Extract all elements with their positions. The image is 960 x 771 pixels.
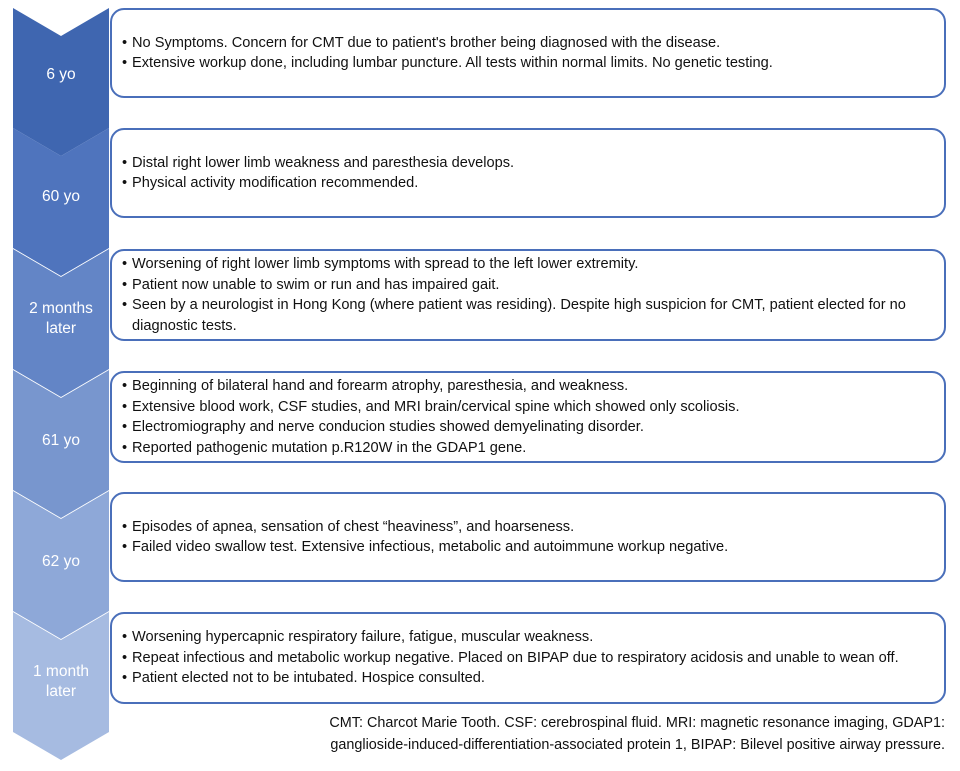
event-item-text: Physical activity modification recommended. bbox=[132, 175, 419, 191]
event-box bbox=[110, 249, 946, 341]
event-item-text: Patient elected not to be intubated. Hospice consulted. bbox=[132, 670, 485, 687]
timeline-label bbox=[13, 187, 109, 207]
bullet-marker: • bbox=[122, 649, 128, 666]
event-item bbox=[122, 295, 934, 336]
event-box bbox=[110, 492, 946, 582]
timeline-label bbox=[13, 299, 109, 339]
event-item bbox=[122, 537, 934, 558]
timeline-label-line: later bbox=[45, 683, 77, 700]
timeline-label-line: 6 yo bbox=[46, 66, 76, 83]
event-item bbox=[122, 254, 934, 275]
event-item-text: Failed video swallow test. Extensive infectious, metabolic and autoimmune workup negative. bbox=[132, 539, 729, 555]
event-item-text: Extensive workup done, including lumbar puncture. All tests within normal limits. No genetic testing. bbox=[132, 55, 773, 71]
event-item bbox=[122, 517, 934, 538]
timeline-label bbox=[13, 431, 109, 451]
event-box bbox=[110, 128, 946, 218]
timeline-label-line: 60 yo bbox=[42, 188, 80, 205]
bullet-marker: • bbox=[122, 378, 128, 394]
timeline-label-line: 1 month bbox=[32, 663, 89, 680]
event-item-text: Reported pathogenic mutation p.R120W in the GDAP1 gene. bbox=[132, 439, 527, 456]
bullet-marker: • bbox=[122, 539, 128, 555]
bullet-marker: • bbox=[122, 175, 128, 191]
event-item bbox=[122, 376, 934, 397]
bullet-marker: • bbox=[122, 55, 128, 71]
event-item-text: Distal right lower limb weakness and paresthesia develops. bbox=[132, 154, 515, 171]
bullet-marker: • bbox=[122, 419, 128, 435]
bullet-marker: • bbox=[122, 518, 128, 535]
bullet-marker: • bbox=[122, 439, 128, 456]
timeline-label-line: later bbox=[45, 320, 77, 337]
bullet-marker: • bbox=[122, 276, 128, 293]
event-item bbox=[122, 397, 934, 418]
timeline-label bbox=[13, 65, 109, 85]
bullet-marker: • bbox=[122, 297, 128, 313]
event-item-text: Episodes of apnea, sensation of chest “heaviness”, and hoarseness. bbox=[132, 518, 575, 535]
timeline-label bbox=[13, 662, 109, 702]
event-item-text: Electromiography and nerve conducion studies showed demyelinating disorder. bbox=[132, 419, 644, 435]
event-item bbox=[122, 438, 934, 459]
bullet-marker: • bbox=[122, 629, 128, 646]
event-item bbox=[122, 275, 934, 296]
bullet-marker: • bbox=[122, 256, 128, 272]
event-box bbox=[110, 612, 946, 704]
event-item-text: Patient now unable to swim or run and has impaired gait. bbox=[132, 276, 500, 293]
event-item bbox=[122, 668, 934, 689]
event-item bbox=[122, 648, 934, 669]
event-item bbox=[122, 53, 934, 74]
event-item-text: Repeat infectious and metabolic workup negative. Placed on BIPAP due to respiratory acidosis and unable to wean off. bbox=[132, 649, 899, 666]
event-item bbox=[122, 627, 934, 648]
timeline-label-line: 61 yo bbox=[42, 432, 80, 449]
footnote-line-2: ganglioside-induced-differentiation-associated protein 1, BIPAP: Bilevel positive airway pressure. bbox=[330, 737, 945, 753]
event-item bbox=[122, 417, 934, 438]
timeline-label-line: 2 months bbox=[29, 300, 93, 317]
event-item bbox=[122, 173, 934, 194]
event-item-text: No Symptoms. Concern for CMT due to patient's brother being diagnosed with the disease. bbox=[132, 34, 721, 51]
event-box bbox=[110, 8, 946, 98]
bullet-marker: • bbox=[122, 670, 128, 687]
event-item-text: Extensive blood work, CSF studies, and MRI brain/cervical spine which showed only scoliosis. bbox=[132, 398, 740, 415]
event-item-text: Worsening of right lower limb symptoms with spread to the left lower extremity. bbox=[132, 256, 639, 272]
event-item bbox=[122, 153, 934, 174]
bullet-marker: • bbox=[122, 398, 128, 415]
bullet-marker: • bbox=[122, 154, 128, 171]
event-box bbox=[110, 371, 946, 463]
event-item-text: Beginning of bilateral hand and forearm atrophy, paresthesia, and weakness. bbox=[132, 378, 629, 394]
bullet-marker: • bbox=[122, 34, 128, 51]
event-item-text: Seen by a neurologist in Hong Kong (where patient was residing). Despite high suspicion for CMT, patient elected for no diagnostic tests. bbox=[132, 297, 906, 334]
timeline-label-line: 62 yo bbox=[42, 553, 80, 570]
timeline-label bbox=[13, 552, 109, 572]
event-item-text: Worsening hypercapnic respiratory failure, fatigue, muscular weakness. bbox=[132, 629, 594, 646]
footnote-line-1: CMT: Charcot Marie Tooth. CSF: cerebrospinal fluid. MRI: magnetic resonance imaging, GDAP1: bbox=[329, 715, 945, 731]
event-item bbox=[122, 33, 934, 54]
